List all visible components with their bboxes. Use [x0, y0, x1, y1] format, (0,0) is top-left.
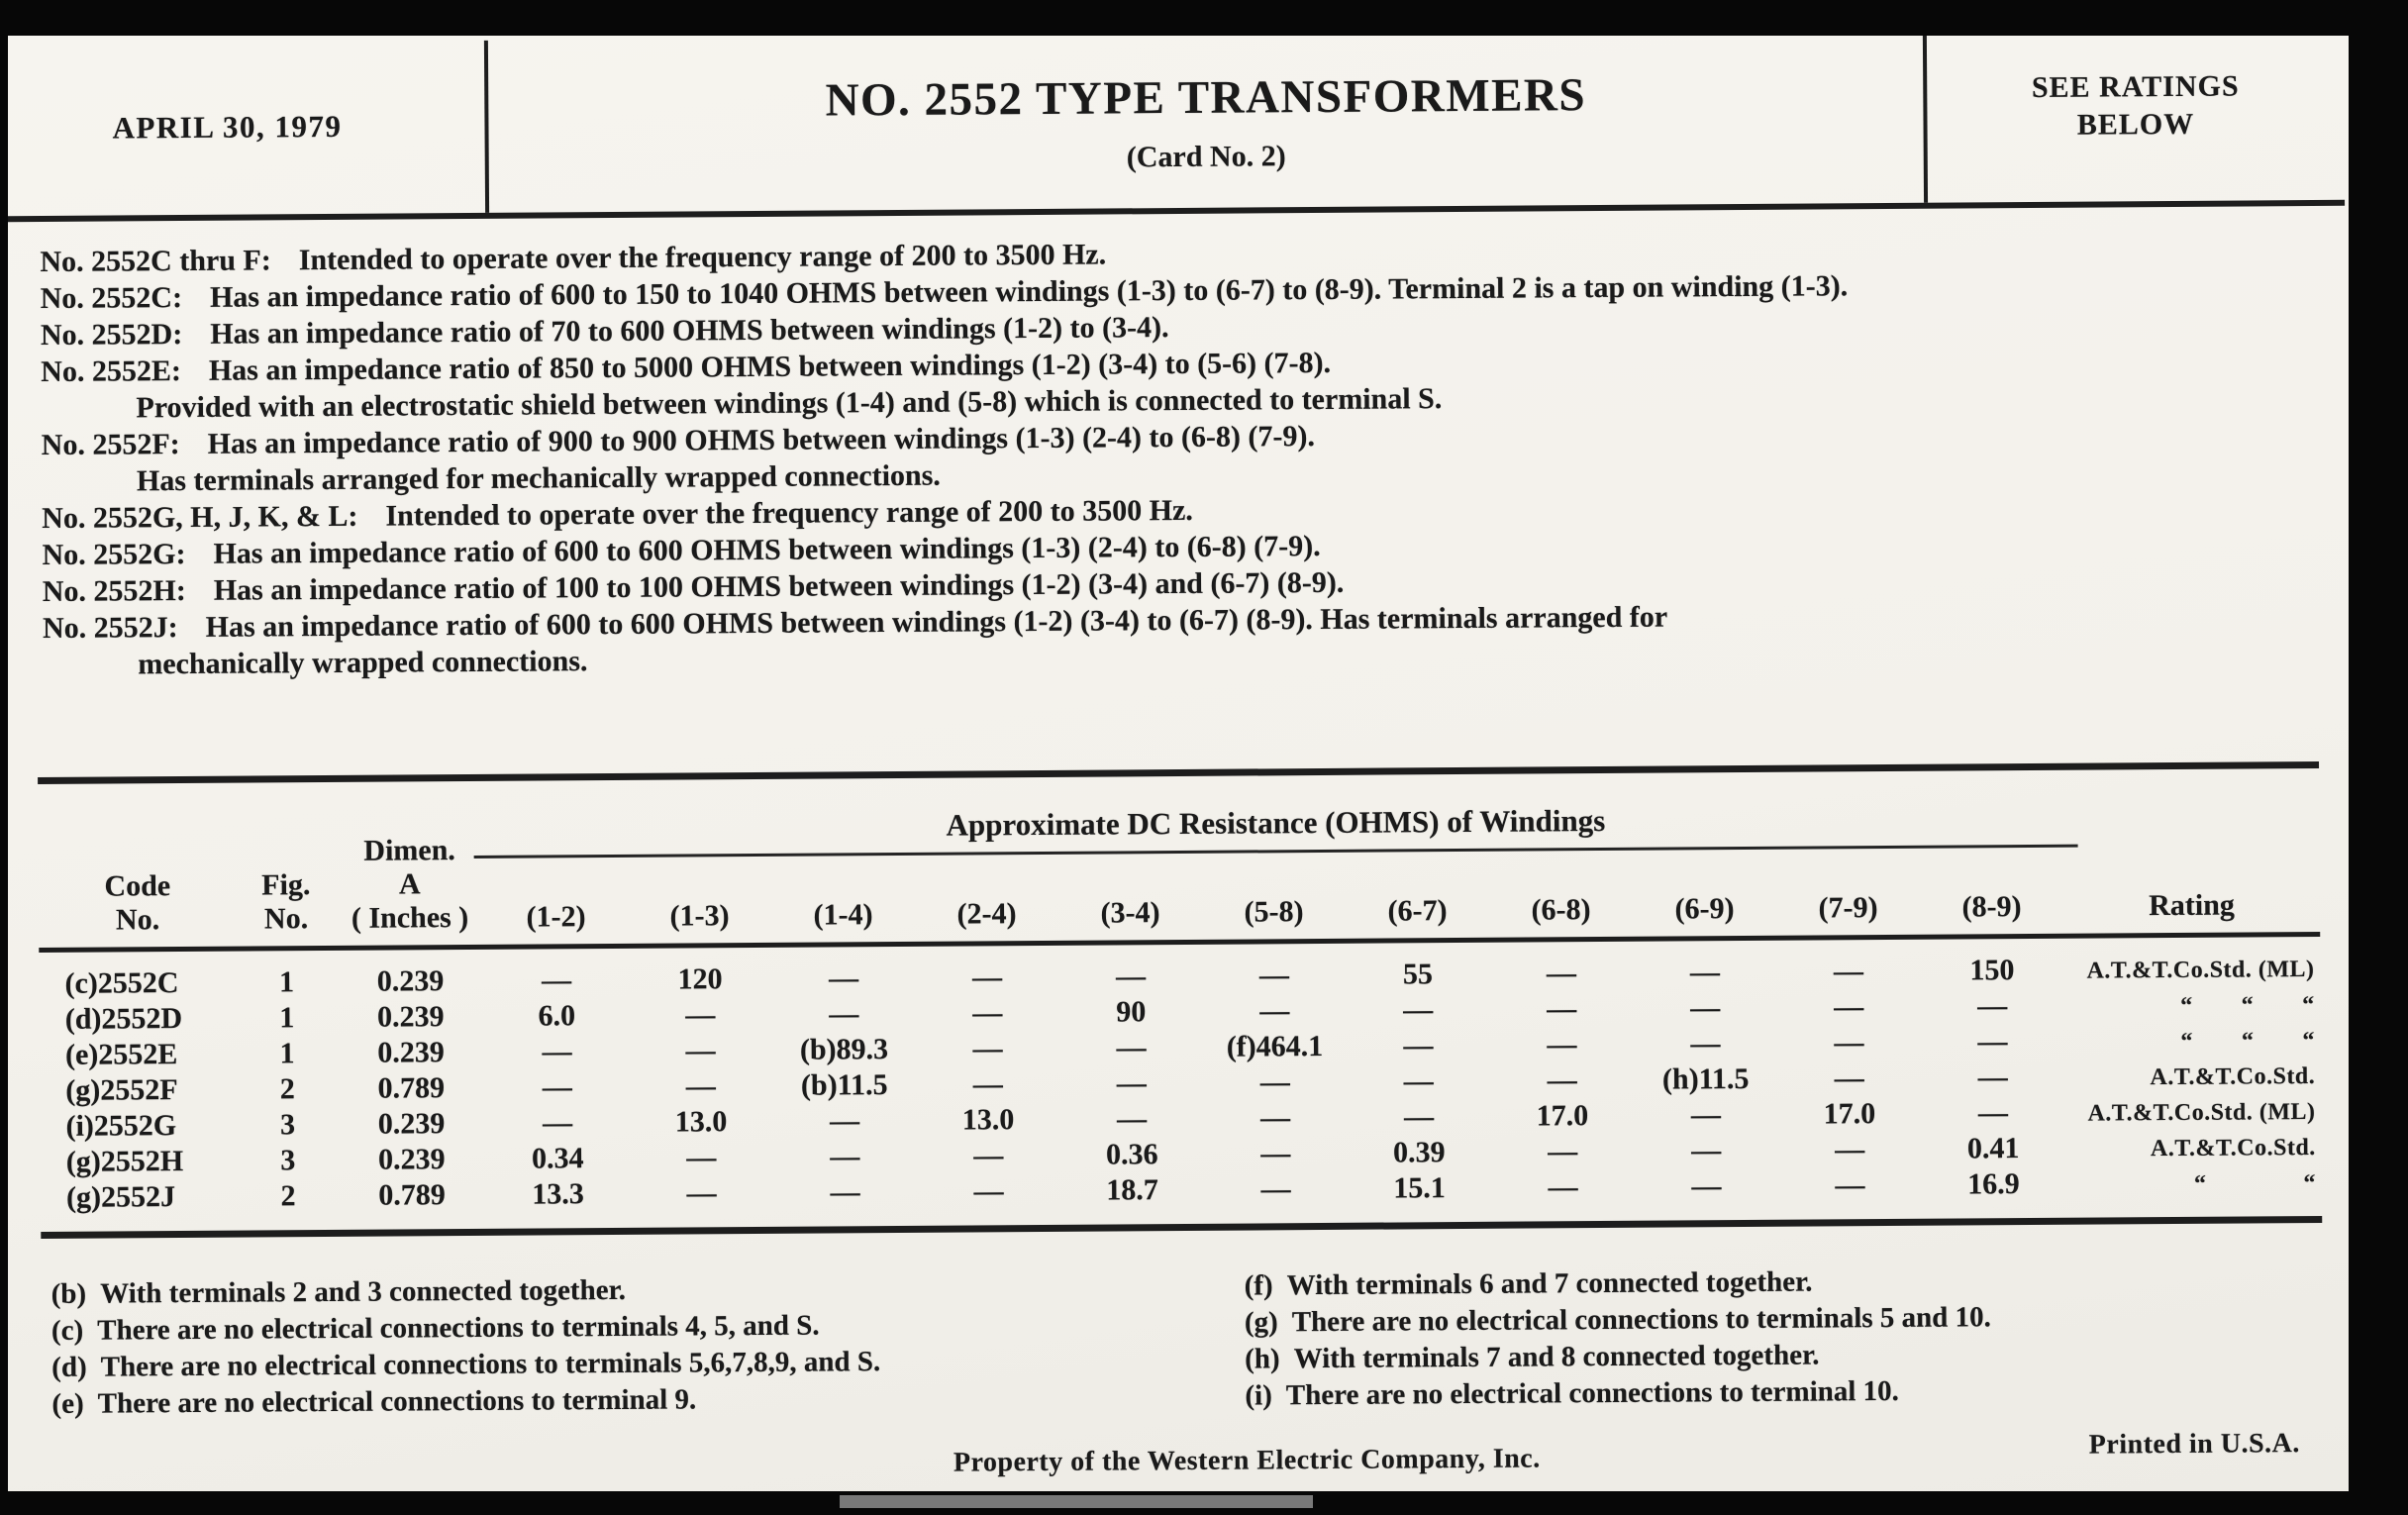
cell-resistance-value: —	[973, 1139, 1004, 1172]
cell-dimen-a: 0.239	[376, 1000, 445, 1034]
winding-span-header: Approximate DC Resistance (OHMS) of Windings	[473, 800, 2077, 858]
footnote-key: (c)	[50, 1314, 84, 1347]
col-header-rating: Rating	[2149, 888, 2235, 923]
cell-resistance-value: —	[542, 1106, 573, 1140]
cell-resistance-value: (b)89.3	[799, 1033, 889, 1066]
cell-resistance-value: —	[686, 1141, 717, 1174]
col-header-winding: (8-9)	[1961, 890, 2022, 924]
cell-resistance-value: 150	[1969, 954, 2015, 987]
description-section	[8, 206, 2348, 683]
table-body	[39, 937, 2322, 1232]
description-text: Has an impedance ratio of 100 to 100 OHMS between windings (1-2) (3-4) and (6-7) (8-9).	[213, 565, 1345, 607]
card-header	[8, 36, 2345, 222]
cell-fig-no: 1	[279, 1037, 295, 1070]
cell-resistance-value: —	[542, 1070, 572, 1104]
cell-resistance-value: —	[1259, 1101, 1291, 1135]
see-ratings-note	[1927, 67, 2345, 146]
cell-resistance-value: —	[1548, 1170, 1578, 1204]
cell-rating: A.T.&T.Co.Std.	[2150, 1134, 2316, 1162]
cell-resistance-value: 0.34	[531, 1142, 584, 1175]
footnotes-left-column	[51, 1268, 1246, 1423]
cell-fig-no: 3	[280, 1144, 296, 1177]
cell-resistance-value: 90	[1116, 995, 1147, 1029]
see-ratings-line2: BELOW	[2076, 107, 2195, 142]
cell-resistance-value: —	[1689, 956, 1721, 989]
col-header-line: ( Inches )	[351, 901, 469, 935]
description-text: Intended to operate over the frequency range of 200 to 3500 Hz.	[385, 493, 1193, 533]
description-code-label: No. 2552C:	[40, 281, 183, 316]
scan-tilt-wrapper	[8, 36, 2349, 1491]
col-header-winding: (1-4)	[813, 898, 873, 932]
cell-rating: “ “ “	[2180, 991, 2315, 1019]
property-notice: Property of the Western Electric Company, Inc.	[953, 1443, 1541, 1478]
cell-resistance-value: —	[1977, 989, 2008, 1023]
footnote-text: There are no electrical connections to terminal 10.	[1285, 1374, 1899, 1412]
cell-resistance-value: —	[1258, 959, 1290, 992]
description-text: Has an impedance ratio of 850 to 5000 OHMS between windings (1-2) (3-4) to (5-6) (7-8).	[208, 346, 1332, 387]
description-code-label: No. 2552C thru F:	[40, 244, 271, 279]
cell-dimen-a: 0.239	[377, 1036, 445, 1069]
cell-resistance-value: —	[685, 998, 716, 1032]
footnote-text: With terminals 6 and 7 connected together.	[1286, 1265, 1813, 1302]
cell-resistance-value: —	[1547, 1063, 1577, 1097]
cell-rating: “ “	[2193, 1169, 2317, 1197]
cell-resistance-value: —	[1834, 1026, 1864, 1060]
cell-rating: A.T.&T.Co.Std. (ML)	[2086, 956, 2315, 984]
cell-fig-no: 1	[279, 1001, 295, 1035]
col-header-winding: (5-8)	[1244, 895, 1304, 929]
cell-resistance-value: 55	[1402, 958, 1434, 991]
cell-resistance-value: 15.1	[1393, 1171, 1446, 1205]
description-text: Has an impedance ratio of 600 to 150 to 1040 OHMS between windings (1-3) to (6-7) to (8-9). Terminal 2 is a tap on winding (1-3).	[209, 269, 1849, 314]
document-card	[8, 36, 2349, 1491]
cell-resistance-value: —	[1691, 1169, 1722, 1203]
footnote-text: With terminals 2 and 3 connected together.	[100, 1273, 627, 1310]
cell-dimen-a: 0.789	[377, 1071, 446, 1105]
description-text: Provided with an electrostatic shield between windings (1-4) and (5-8) which is connected to terminal S.	[136, 382, 1443, 425]
cell-resistance-value: —	[1834, 1061, 1864, 1095]
col-header-winding: (1-2)	[526, 900, 586, 934]
cell-resistance-value: —	[972, 996, 1003, 1030]
cell-resistance-value: —	[1546, 957, 1577, 990]
description-text: Intended to operate over the frequency range of 200 to 3500 Hz.	[298, 238, 1107, 277]
cell-resistance-value: —	[542, 1035, 572, 1068]
cell-resistance-value: —	[1547, 1028, 1577, 1061]
cell-resistance-value: 17.0	[1823, 1097, 1876, 1131]
footnote-text: With terminals 7 and 8 connected together.	[1293, 1339, 1820, 1375]
cell-code-no: (d)2552D	[64, 1002, 183, 1036]
footnote-text: There are no electrical connections to terminals 4, 5, and S.	[97, 1309, 820, 1347]
footnote-line	[51, 1378, 1245, 1423]
cell-resistance-value: —	[972, 1067, 1003, 1101]
cell-resistance-value: —	[1547, 992, 1577, 1026]
cell-resistance-value: —	[973, 1174, 1004, 1208]
cell-code-no: (g)2552H	[65, 1145, 184, 1178]
cell-resistance-value: 18.7	[1106, 1173, 1158, 1207]
cell-resistance-value: —	[1548, 1135, 1578, 1168]
cell-resistance-value: —	[1259, 1065, 1290, 1099]
footnote-key: (e)	[51, 1387, 84, 1420]
cell-resistance-value: —	[972, 1032, 1003, 1065]
cell-resistance-value: 6.0	[538, 999, 576, 1033]
cell-resistance-value: 0.36	[1105, 1138, 1158, 1171]
footnote-line	[1245, 1370, 2333, 1415]
cell-resistance-value: —	[830, 1140, 860, 1173]
cell-resistance-value: —	[828, 961, 859, 995]
col-header-code-no	[39, 869, 237, 938]
footnote-key: (d)	[51, 1351, 87, 1383]
cell-fig-no: 2	[279, 1072, 295, 1106]
description-code-label: No. 2552F:	[41, 428, 180, 462]
cell-resistance-value: —	[971, 960, 1003, 994]
col-header-winding: (7-9)	[1818, 891, 1878, 925]
cell-resistance-value: —	[1403, 1064, 1434, 1098]
col-header-line: Dimen.	[363, 834, 455, 867]
cell-resistance-value: —	[829, 997, 859, 1031]
table-column-headers	[38, 821, 2320, 938]
cell-resistance-value: —	[1690, 991, 1721, 1025]
col-header-dimen-a	[335, 834, 484, 936]
cell-code-no: (e)2552E	[64, 1038, 178, 1071]
cell-resistance-value: —	[1835, 1133, 1865, 1166]
footnote-key: (i)	[1245, 1379, 1272, 1412]
cell-resistance-value: 17.0	[1536, 1099, 1589, 1133]
description-text: Has an impedance ratio of 600 to 600 OHMS between windings (1-2) (3-4) to (6-7) (8-9). Has terminals arranged for	[205, 600, 1668, 644]
cell-resistance-value: —	[686, 1176, 717, 1210]
cell-resistance-value: —	[1833, 955, 1864, 988]
description-text: mechanically wrapped connections.	[138, 645, 588, 681]
cell-resistance-value: 13.0	[961, 1103, 1015, 1137]
col-header-winding: (1-3)	[669, 899, 730, 933]
cell-resistance-value: —	[1690, 1098, 1722, 1132]
cell-code-no: (c)2552C	[64, 966, 179, 1000]
cell-resistance-value: (b)11.5	[800, 1068, 888, 1102]
cell-resistance-value: —	[1835, 1168, 1865, 1202]
cell-resistance-value: (f)464.1	[1226, 1029, 1324, 1063]
cell-resistance-value: 0.39	[1392, 1136, 1446, 1169]
col-header-winding: (2-4)	[956, 897, 1017, 931]
col-header-line: Fig.	[261, 868, 311, 902]
col-header-line: A	[398, 867, 421, 901]
cell-fig-no: 2	[280, 1179, 296, 1213]
col-header-line: No.	[263, 902, 309, 936]
cell-resistance-value: —	[829, 1104, 860, 1138]
footnote-key: (b)	[50, 1277, 87, 1310]
cell-resistance-value: —	[1259, 994, 1290, 1028]
cell-resistance-value: 13.3	[532, 1177, 584, 1211]
footnote-key: (g)	[1244, 1306, 1278, 1339]
footnotes-right-column	[1245, 1261, 2334, 1415]
description-text: Has terminals arranged for mechanically wrapped connections.	[136, 458, 941, 498]
cell-resistance-value: 13.0	[674, 1105, 728, 1139]
cell-rating: A.T.&T.Co.Std.	[2150, 1062, 2316, 1091]
card-subtitle: (Card No. 2)	[1126, 140, 1286, 174]
cell-resistance-value: —	[1977, 1060, 2008, 1094]
card-title-block	[488, 66, 1924, 179]
footnote-key: (f)	[1244, 1269, 1273, 1302]
cell-resistance-value: —	[1116, 1066, 1147, 1100]
cell-resistance-value: —	[541, 963, 572, 997]
description-text: Has an impedance ratio of 600 to 600 OHMS between windings (1-3) (2-4) to (6-8) (7-9).	[213, 529, 1321, 570]
col-header-line: Code	[104, 869, 171, 903]
footnote-key: (h)	[1245, 1343, 1280, 1375]
cell-resistance-value: —	[1977, 1025, 2008, 1059]
footnote-text: There are no electrical connections to terminal 9.	[97, 1383, 697, 1420]
cell-dimen-a: 0.789	[378, 1178, 446, 1212]
cell-resistance-value: —	[1691, 1134, 1722, 1167]
cell-resistance-value: —	[1403, 1100, 1435, 1134]
card-title: NO. 2552 TYPE TRANSFORMERS	[825, 69, 1587, 127]
footnote-text: There are no electrical connections to terminals 5,6,7,8,9, and S.	[100, 1346, 881, 1383]
cell-resistance-value: —	[1116, 1102, 1148, 1136]
cell-fig-no: 3	[279, 1108, 296, 1142]
cell-resistance-value: —	[830, 1175, 860, 1209]
description-code-label: No. 2552D:	[40, 318, 183, 353]
footnotes-section	[11, 1223, 2349, 1423]
cell-resistance-value: —	[1115, 960, 1147, 993]
description-code-label: No. 2552H:	[42, 573, 186, 609]
col-header-winding: (3-4)	[1100, 896, 1160, 930]
footnote-text: There are no electrical connections to terminals 5 and 10.	[1291, 1301, 1991, 1339]
cell-rating: “ “ “	[2180, 1027, 2316, 1055]
col-header-line: No.	[115, 903, 160, 937]
cell-resistance-value: —	[1690, 1027, 1721, 1060]
card-date: APRIL 30, 1979	[112, 108, 343, 146]
cell-resistance-value: (h)11.5	[1661, 1061, 1750, 1096]
description-code-label: No. 2552J:	[42, 611, 178, 646]
description-code-label: No. 2552G, H, J, K, & L:	[42, 499, 358, 536]
scanner-edge-artifact	[840, 1495, 1313, 1508]
cell-dimen-a: 0.239	[377, 1143, 446, 1176]
cell-fig-no: 1	[278, 965, 295, 999]
description-code-label: No. 2552G:	[42, 537, 186, 572]
description-text: Has an impedance ratio of 900 to 900 OHMS between windings (1-3) (2-4) to (6-8) (7-9).	[207, 420, 1316, 460]
printed-in-usa: Printed in U.S.A.	[2088, 1428, 2300, 1461]
col-header-winding: (6-7)	[1387, 894, 1448, 928]
cell-resistance-value: —	[685, 1069, 716, 1103]
cell-dimen-a: 0.239	[377, 1107, 446, 1141]
cell-resistance-value: 16.9	[1967, 1167, 2020, 1201]
col-header-winding: (6-8)	[1531, 893, 1591, 927]
resistance-table	[38, 761, 2322, 1239]
cell-code-no: (g)2552J	[65, 1180, 176, 1214]
cell-resistance-value: 120	[677, 962, 723, 996]
table-header	[38, 768, 2320, 953]
cell-resistance-value: —	[685, 1034, 716, 1067]
see-ratings-line1: SEE RATINGS	[2031, 69, 2240, 104]
cell-rating: A.T.&T.Co.Std. (ML)	[2087, 1098, 2316, 1127]
description-text: Has an impedance ratio of 70 to 600 OHMS between windings (1-2) to (3-4).	[210, 311, 1169, 351]
cell-resistance-value: —	[1834, 990, 1864, 1024]
cell-resistance-value: —	[1260, 1137, 1291, 1170]
col-header-fig-no	[237, 868, 336, 937]
cell-resistance-value: —	[1116, 1031, 1147, 1064]
cell-resistance-value: —	[1977, 1096, 2009, 1130]
cell-resistance-value: —	[1403, 993, 1434, 1027]
cell-resistance-value: —	[1403, 1029, 1434, 1062]
cell-resistance-value: —	[1260, 1172, 1291, 1206]
col-header-winding: (6-9)	[1674, 892, 1735, 926]
cell-code-no: (g)2552F	[65, 1073, 178, 1107]
cell-resistance-value: 0.41	[1966, 1132, 2020, 1165]
cell-dimen-a: 0.239	[376, 964, 445, 998]
description-code-label: No. 2552E:	[41, 354, 181, 389]
cell-code-no: (i)2552G	[65, 1109, 177, 1143]
